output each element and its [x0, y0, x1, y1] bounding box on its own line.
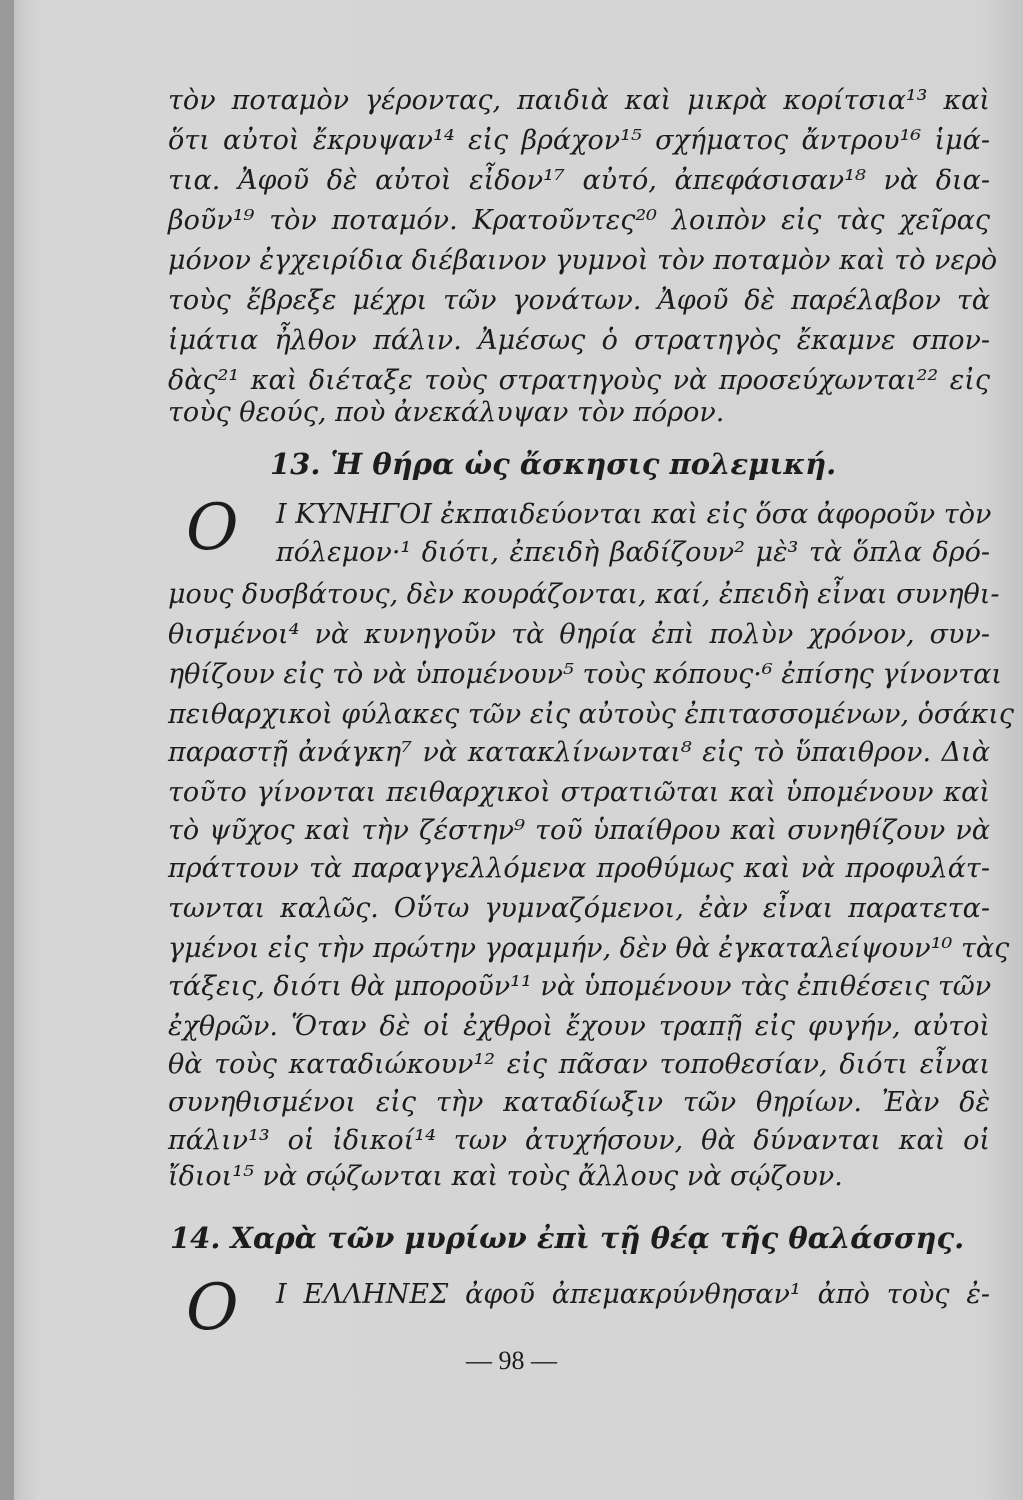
section-heading-13: 13. Ἡ θήρα ὡς ἄσκησις πολεμική. [270, 447, 837, 481]
text-line: Ι ΚΥΝΗΓΟΙ ἐκπαιδεύονται καὶ εἰς ὅσα ἀφοροῦν τὸν [276, 499, 992, 530]
text-line: παραστῇ ἀνάγκη⁷ νὰ κατακλίνωνται⁸ εἰς τὸ ὕπαιθρον. Διὰ [168, 737, 990, 768]
page-edge-shadow [0, 0, 14, 1500]
text-line: θὰ τοὺς καταδιώκουν¹² εἰς πᾶσαν τοποθεσίαν, διότι εἶναι [168, 1049, 990, 1080]
text-line: ηθίζουν εἰς τὸ νὰ ὑπομένουν⁵ τοὺς κόπους·⁶ ἐπίσης γίνονται [168, 659, 1002, 690]
text-line: Ι ΕΛΛΗΝΕΣ ἀφοῦ ἀπεμακρύνθησαν¹ ἀπὸ τοὺς ἐ- [276, 1279, 990, 1310]
text-line: πράττουν τὰ παραγγελλόμενα προθύμως καὶ νὰ προφυλάτ- [168, 853, 990, 884]
text-line: τοὺς ἔβρεξε μέχρι τῶν γονάτων. Ἀφοῦ δὲ παρέλαβον τὰ [168, 285, 990, 316]
text-line: δὰς²¹ καὶ διέταξε τοὺς στρατηγοὺς νὰ προσεύχωνται²² εἰς [168, 365, 990, 396]
text-line: τωνται καλῶς. Οὕτω γυμναζόμενοι, ἐὰν εἶναι παρατετα- [168, 893, 990, 924]
text-line: γμένοι εἰς τὴν πρώτην γραμμήν, δὲν θὰ ἐγκαταλείψουν¹⁰ τὰς [168, 933, 1010, 964]
drop-cap: O [186, 1271, 239, 1345]
text-line: πόλεμον·¹ διότι, ἐπειδὴ βαδίζουν² μὲ³ τὰ ὅπλα δρό- [276, 537, 990, 568]
text-line: ἴδιοι¹⁵ νὰ σῴζωνται καὶ τοὺς ἄλλους νὰ σῴζουν. [168, 1161, 843, 1192]
text-line: θισμένοι⁴ νὰ κυνηγοῦν τὰ θηρία ἐπὶ πολὺν χρόνον, συν- [168, 619, 990, 650]
drop-cap: O [186, 491, 239, 565]
text-line: συνηθισμένοι εἰς τὴν καταδίωξιν τῶν θηρίων. Ἐὰν δὲ [168, 1087, 990, 1118]
text-line: μόνον ἐγχειρίδια διέβαινον γυμνοὶ τὸν ποταμὸν καὶ τὸ νερὸ [168, 245, 998, 276]
text-line: μους δυσβάτους, δὲν κουράζονται, καί, ἐπειδὴ εἶναι συνηθι- [168, 579, 1000, 610]
text-line: πειθαρχικοὶ φύλακες τῶν εἰς αὐτοὺς ἐπιτασσομένων, ὁσάκις [168, 699, 1014, 730]
text-line: τοῦτο γίνονται πειθαρχικοὶ στρατιῶται καὶ ὑπομένουν καὶ [168, 777, 990, 808]
text-line: τια. Ἀφοῦ δὲ αὐτοὶ εἶδον¹⁷ αὐτό, ἀπεφάσισαν¹⁸ νὰ δια- [168, 165, 990, 196]
page-number: — 98 — [466, 1346, 557, 1375]
text-line: ἐχθρῶν. Ὅταν δὲ οἱ ἐχθροὶ ἔχουν τραπῇ εἰς φυγήν, αὐτοὶ [168, 1011, 990, 1042]
section-heading-14: 14. Χαρὰ τῶν μυρίων ἐπὶ τῇ θέᾳ τῆς θαλάσσης. [170, 1221, 965, 1255]
text-line: πάλιν¹³ οἱ ἰδικοί¹⁴ των ἀτυχήσουν, θὰ δύνανται καὶ οἱ [168, 1125, 990, 1156]
text-line: τάξεις, διότι θὰ μποροῦν¹¹ νὰ ὑπομένουν τὰς ἐπιθέσεις τῶν [168, 971, 992, 1002]
text-line: βοῦν¹⁹ τὸν ποταμόν. Κρατοῦντες²⁰ λοιπὸν εἰς τὰς χεῖρας [168, 205, 990, 236]
text-line: ἱμάτια ἦλθον πάλιν. Ἀμέσως ὁ στρατηγὸς ἔκαμνε σπον- [168, 325, 990, 356]
text-line: τὸν ποταμὸν γέροντας, παιδιὰ καὶ μικρὰ κορίτσια¹³ καὶ [168, 85, 990, 116]
text-line: ὅτι αὐτοὶ ἔκρυψαν¹⁴ εἰς βράχον¹⁵ σχήματος ἄντρου¹⁶ ἱμά- [168, 125, 990, 156]
text-line: τοὺς θεούς, ποὺ ἀνεκάλυψαν τὸν πόρον. [168, 397, 725, 428]
text-line: τὸ ψῦχος καὶ τὴν ζέστην⁹ τοῦ ὑπαίθρου καὶ συνηθίζουν νὰ [168, 815, 990, 846]
